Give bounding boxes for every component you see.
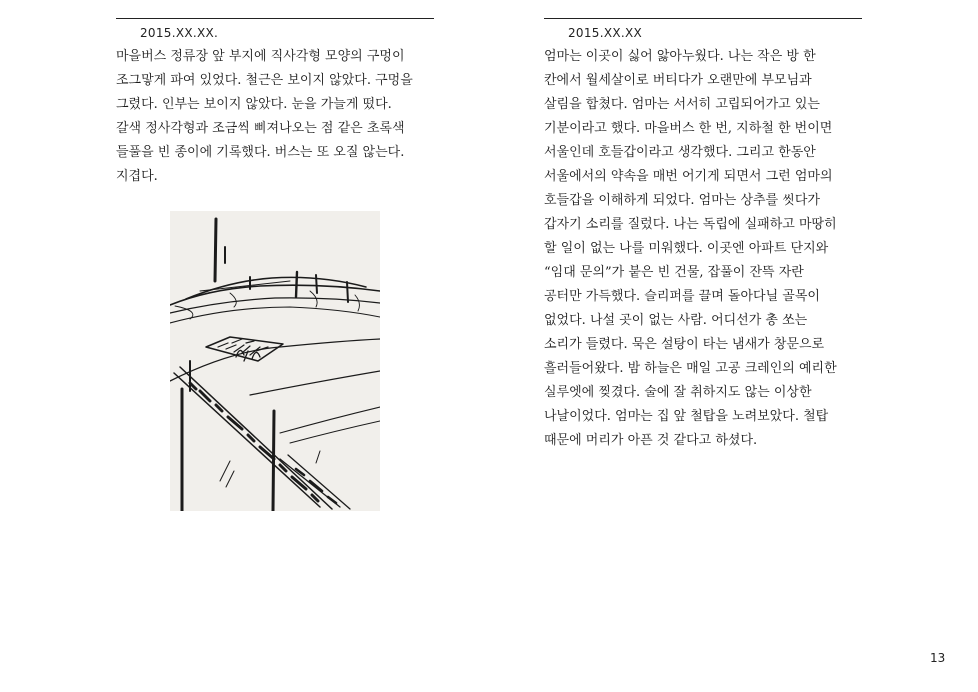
- fence-post: [347, 282, 348, 302]
- text-line: 엄마는 이곳이 싫어 앓아누웠다. 나는 작은 방 한: [544, 49, 816, 64]
- hole: [206, 337, 283, 361]
- page-number: 13: [930, 651, 946, 665]
- embankment: [170, 307, 380, 323]
- text-line: 서울인데 호들갑이라고 생각했다. 그리고 한동안: [544, 145, 816, 160]
- fence-wire: [186, 277, 366, 299]
- text-line: 갈색 정사각형과 조금씩 삐져나오는 점 같은 초록색: [116, 121, 405, 136]
- entry-text: [116, 45, 434, 189]
- text-line: 없었다. 나설 곳이 없는 사람. 어디선가 총 쏘는: [544, 313, 808, 328]
- tape-text: [190, 383, 318, 501]
- text-line: 살림을 합쳤다. 엄마는 서서히 고립되어가고 있는: [544, 97, 820, 112]
- road-edge: [290, 421, 380, 443]
- text-line: 소리가 들렸다. 묵은 설탕이 타는 냄새가 창문으로: [544, 337, 825, 352]
- text-line: 서울에서의 약속을 매번 어기게 되면서 그런 엄마의: [544, 169, 833, 184]
- header-rule: [116, 18, 434, 19]
- text-line: 할 일이 없는 나를 미워했다. 이곳엔 아파트 단지와: [544, 241, 829, 256]
- left-page-column: [116, 18, 434, 189]
- entry-date: 2015.XX.XX.: [140, 26, 219, 40]
- right-page-column: [544, 18, 862, 453]
- text-line: 나날이었다. 엄마는 집 앞 철탑을 노려보았다. 철탑: [544, 409, 829, 424]
- text-line: 조그맣게 파여 있었다. 철근은 보이지 않았다. 구멍을: [116, 73, 413, 88]
- sketch-illustration: [170, 211, 380, 511]
- road-edge: [250, 371, 380, 395]
- road-edge: [280, 407, 380, 433]
- text-line: 공터만 가득했다. 슬리퍼를 끌며 돌아다닐 골목이: [544, 289, 820, 304]
- entry-text: [544, 45, 862, 453]
- fence-post: [316, 275, 317, 293]
- text-line: 실루엣에 찢겼다. 술에 잘 취하지도 않는 이상한: [544, 385, 812, 400]
- text-line: 호들갑을 이해하게 되었다. 엄마는 상추를 씻다가: [544, 193, 820, 208]
- fence-post: [273, 411, 274, 511]
- fence-post: [215, 219, 216, 281]
- text-line: 흘러들어왔다. 밤 하늘은 매일 고공 크레인의 예리한: [544, 361, 837, 376]
- text-line: 지겹다.: [116, 169, 158, 184]
- text-line: “임대 문의”가 붙은 빈 건물, 잡풀이 잔뜩 자란: [544, 265, 804, 280]
- text-line: 기분이라고 했다. 마을버스 한 번, 지하철 한 번이면: [544, 121, 833, 136]
- embankment: [170, 298, 380, 313]
- caution-tape: [174, 373, 320, 507]
- text-line: 때문에 머리가 아픈 것 같다고 하셨다.: [544, 433, 758, 448]
- text-line: 마을버스 정류장 앞 부지에 직사각형 모양의 구멍이: [116, 49, 405, 64]
- text-line: 그렸다. 인부는 보이지 않았다. 눈을 가늘게 떴다.: [116, 97, 392, 112]
- entry-date: 2015.XX.XX: [568, 26, 643, 40]
- road-edge: [170, 339, 380, 381]
- header-rule: [544, 18, 862, 19]
- text-line: 갑자기 소리를 질렀다. 나는 독립에 실패하고 마땅히: [544, 217, 837, 232]
- text-line: 칸에서 월세살이로 버티다가 오랜만에 부모님과: [544, 73, 812, 88]
- text-line: 들풀을 빈 종이에 기록했다. 버스는 또 오질 않는다.: [116, 145, 405, 160]
